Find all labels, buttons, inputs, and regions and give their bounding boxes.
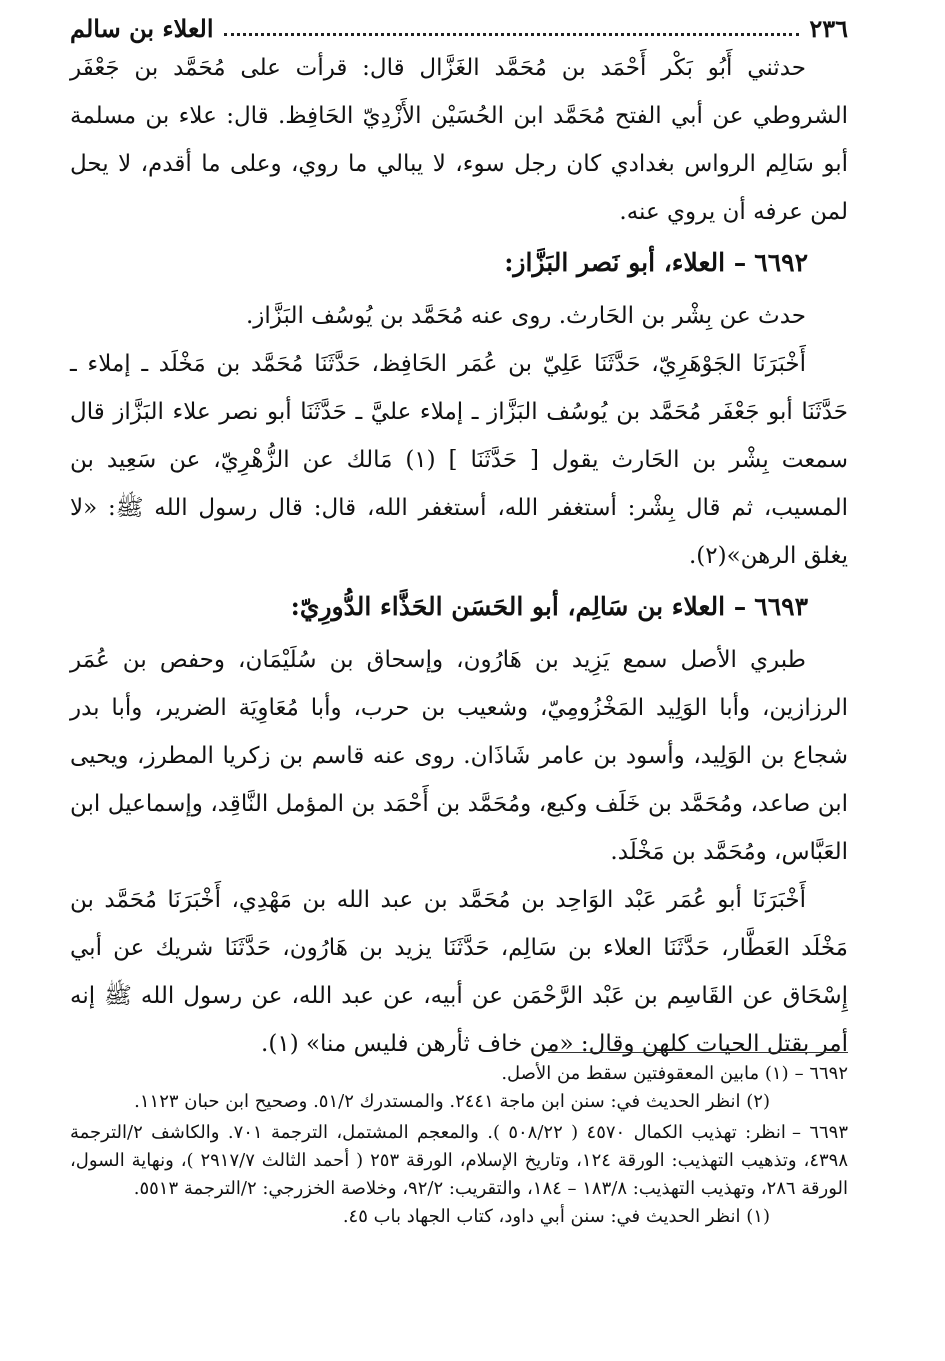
footnotes: [70, 1060, 848, 1234]
footnote-line: (١) انظر الحديث في: سنن أبي داود، كتاب الجهاد باب ٤٥.: [342, 1206, 770, 1227]
footnote-key: ٦٦٩٣ –: [791, 1122, 848, 1143]
book-page: [70, 8, 848, 1348]
footnote-line: انظر: تهذيب الكمال ٤٥٧٠ ( ٥٠٨/٢٢ ). والمعجم المشتمل، الترجمة ٧٠١. والكاشف ٢/الترجمة ٤٣٩٨، وتذهيب التهذيب: الورقة ١٢٤، وتاريخ الإسلام، الورقة ٢٥٣ ( أحمد الثالث ٢٩١٧/٧ )، ونهاية السول، الورقة ٢٨٦، وتهذيب التهذيب: ١٨٣/٨ – ١٨٤، والتقريب: ٩٢/٢، وخلاصة الخزرجي: ٢/الترجمة ٥٥١٣.: [70, 1122, 848, 1199]
entry-paragraph: أَخْبَرَنَا أبو عُمَر عَبْد الوَاحِد بن مُحَمَّد بن عبد الله بن مَهْدِي، أَخْبَرَنَا مُحَمَّد بن مَخْلَد العَطَّار، حَدَّثَنَا العلاء بن سَالِم، حَدَّثَنَا يزيد بن هَارُون، حَدَّثَنَا شريك عن أبي إِسْحَاق عن القَاسِم بن عَبْد الرَّحْمَن عن أبيه، عن عبد الله، عن رسول الله ﷺ إنه أمر بقتل الحيات كلهن وقال: «من خاف ثأرهن فليس منا» (١).: [70, 887, 848, 1057]
running-title: العلاء بن سالم: [70, 14, 214, 43]
footnote-divider: [548, 1052, 848, 1053]
intro-paragraph: حدثني أَبُو بَكْر أَحْمَد بن مُحَمَّد الغَزَّال قال: قرأت على مُحَمَّد بن جَعْفَر الشروطي عن أبي الفتح مُحَمَّد ابن الحُسَيْن الأَزْدِيّ الحَافِظ. قال: علاء بن مسلمة أبو سَالِم الرواس بغدادي كان رجل سوء، لا يبالي ما روي، وعلى ما أقدم، لا يحل لمن عرفه أن يروي عنه.: [70, 55, 848, 225]
entry-number: ٦٦٩٢: [754, 248, 808, 277]
entry-title: – العلاء، أبو نَصر البَزَّاز:: [504, 248, 747, 277]
page-header: [70, 8, 848, 44]
footnote-line: (١) مابين المعقوفتين سقط من الأصل.: [501, 1063, 789, 1084]
entry-paragraph: أَخْبَرَنَا الجَوْهَرِيّ، حَدَّثَنَا عَلِيّ بن عُمَر الحَافِظ، حَدَّثَنَا مُحَمَّد بن مَخْلَد ـ إملاء ـ حَدَّثَنَا أبو جَعْفَر مُحَمَّد بن يُوسُف البَزَّاز ـ إملاء عليَّ ـ حَدَّثَنَا أبو نصر علاء البَزَّاز قال سمعت بِشْر بن الحَارث يقول [ حَدَّثَنَا ] (١) مَالك عن الزُّهْرِيّ، عن سَعِيد بن المسيب، ثم قال بِشْر: أستغفر الله، أستغفر الله، قال: قال رسول الله ﷺ: «لا يغلق الرهن»(٢).: [70, 351, 848, 569]
entry-title: – العلاء بن سَالِم، أبو الحَسَن الحَذَّاء الدُّورِيّ:: [290, 592, 747, 621]
footnote-group-6692: [70, 1060, 848, 1116]
page-number: ٢٣٦: [809, 14, 848, 43]
main-text: [70, 44, 848, 1068]
entry-number: ٦٦٩٣: [754, 592, 808, 621]
entry-heading-6692: [70, 238, 848, 288]
footnote-line: (٢) انظر الحديث في: سنن ابن ماجة ٢٤٤١. والمستدرك ٥١/٢. وصحيح ابن حبان ١١٢٣.: [134, 1091, 770, 1112]
entry-paragraph: طبري الأصل سمع يَزِيد بن هَارُون، وإسحاق بن سُلَيْمَان، وحفص بن عُمَر الرزازين، وأبا الوَلِيد المَخْزُومِيّ، وشعيب بن حرب، وأبا مُعَاوِيَة الضرير، وأبا بدر شجاع بن الوَلِيد، وأسود بن عامر شَاذَان. روى عنه قاسم بن زكريا المطرز، ويحيى ابن صاعد، ومُحَمَّد بن خَلَف وكيع، ومُحَمَّد بن أَحْمَد بن المؤمل النَّاقِد، وإسماعيل ابن العَبَّاس، ومُحَمَّد بن مَخْلَد.: [70, 647, 848, 865]
entry-paragraph: حدث عن بِشْر بن الحَارث. روى عنه مُحَمَّد بن يُوسُف البَزَّاز.: [246, 303, 806, 329]
header-dotted-leader: [224, 33, 800, 36]
footnote-key: ٦٦٩٢ –: [794, 1063, 848, 1084]
footnote-group-6693: [70, 1119, 848, 1231]
entry-heading-6693: [70, 582, 848, 632]
